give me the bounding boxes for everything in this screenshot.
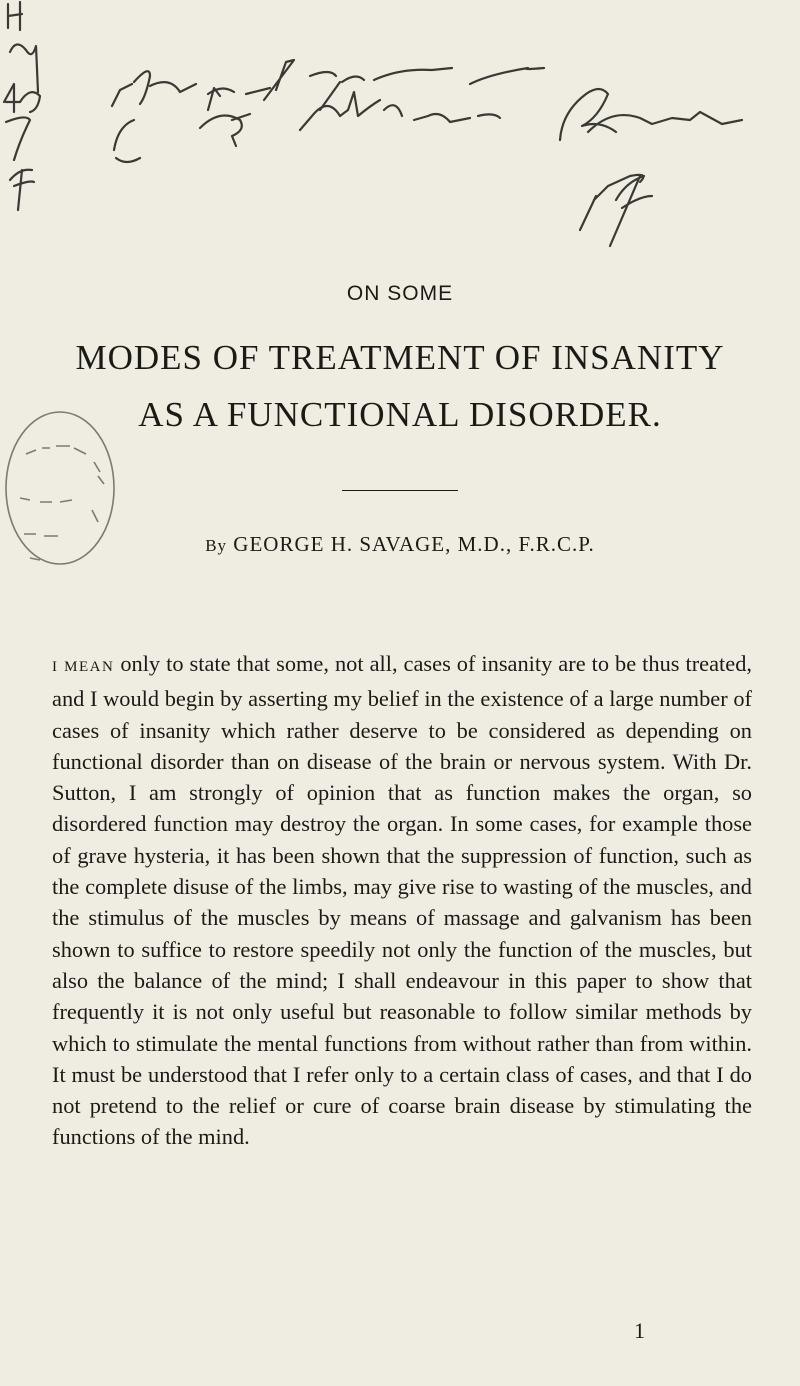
- handwritten-inscription: [0, 0, 800, 250]
- title-line-1: MODES OF TREATMENT OF INSANITY: [75, 338, 725, 377]
- body-paragraph: [52, 648, 752, 1153]
- title-line-2: AS A FUNCTIONAL DISORDER.: [138, 395, 662, 434]
- paragraph-text: only to state that some, not all, cases of insanity are to be thus treated, and I would begin by asserting my belief in the existence of a large number of cases of insanity which rather deserve to be considered as depending on functional disorder than on disease of the brain or nervous system. With Dr. Sutton, I am strongly of opinion that as function makes the organ, so disordered function may destroy the organ. In some cases, for example those of grave hysteria, it has been shown that the suppression of function, such as the complete disuse of the limbs, may give rise to wasting of the muscles, and the stimulus of the muscles by means of massage and galvanism has been shown to suffice to restore speedily not only the function of the muscles, but also the balance of the mind; I shall endeavour in this paper to show that frequently it is not only useful but reasonable to follow similar methods by which to stimulate the mental functions from without rather than from within. It must be understood that I refer only to a certain class of cases, and that I do not pretend to the relief or cure of coarse brain disease by stimulating the functions of the mind.: [52, 651, 752, 1150]
- paragraph-lead-in: I MEAN: [52, 659, 115, 675]
- title-prefix: ON SOME: [346, 282, 454, 305]
- author-name: GEORGE H. SAVAGE, M.D., F.R.C.P.: [233, 532, 595, 556]
- author-byline: [0, 532, 800, 557]
- title-divider-rule: [342, 490, 458, 491]
- byline-by: By: [205, 536, 228, 555]
- page-number: 1: [634, 1318, 645, 1343]
